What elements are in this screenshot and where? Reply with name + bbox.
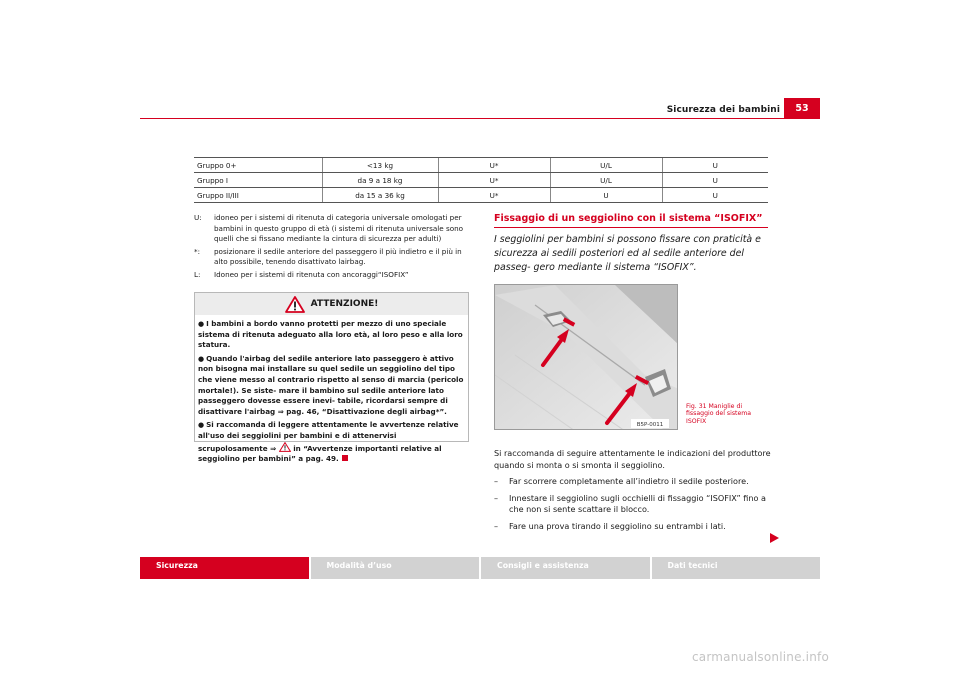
bullet-icon: ● [198,421,205,430]
legend-item [194,247,469,268]
warning-bullet [198,420,465,464]
list-item [494,521,774,533]
step-text: Innestare il seggiolino sugli occhielli di fissaggio “ISOFIX” fino a che non si sente scattare il blocco. [509,492,766,514]
footer-tab-sicurezza[interactable]: Sicurezza [140,557,309,579]
isofix-seat-illustration [495,285,678,430]
figure-code: B5P-0011 [636,422,664,428]
list-item [494,476,774,488]
watermark: carmanualsonline.info [692,650,829,664]
legend-item [194,270,469,281]
bullet-icon: ● [198,320,205,328]
instructions [494,448,774,532]
legend-item [194,213,469,245]
section-divider [494,227,768,228]
warning-bullet-text: I bambini a bordo vanno protetti per mezzo di uno speciale sistema di ritenuta adeguato alla loro età, al loro peso e alla loro statura. [198,319,463,350]
table-cell: <13 kg [322,158,438,173]
table-cell: U/L [550,158,662,173]
legend-key: U: [194,213,202,222]
warning-title: ATTENZIONE! [310,299,379,309]
table-cell: U [550,188,662,203]
table-cell: U* [438,158,550,173]
table-cell: U* [438,173,550,188]
end-of-section-icon [342,455,348,461]
table-row [194,173,768,188]
continue-arrow-icon[interactable] [769,533,779,543]
footer-tab-consigli-assistenza[interactable]: Consigli e assistenza [481,557,650,579]
legend-key: L: [194,269,201,279]
warning-triangle-icon [285,296,305,313]
warning-header [195,293,468,315]
table-row [194,188,768,203]
footer-tab-modalita-uso[interactable]: Modalità d’uso [311,557,480,579]
table-cell: U* [438,188,550,203]
warning-bullet-text: Quando l'airbag del sedile anteriore lato passeggero è attivo non bisogna mai installare su quel sedile un seggiolino del tipo che viene messo al contrario rispetto al senso di marcia (pericolo mortale!). Se siste- mare il bambino sul sedile anteriore lato passeggero dovesse essere inevi- tabile, ricordarsi sempre di disattivare l'airbag [198,353,464,416]
instruction-text: Si raccomanda di seguire attentamente le indicazioni del produttore quando si monta o si smonta il seggiolino. [494,448,771,470]
table-cell: U/L [550,173,662,188]
figure-caption: Fig. 31 Maniglie di fissaggio del sistema ISOFIX [686,403,752,425]
table-cell: U [662,188,768,203]
legend-text: Idoneo per i sistemi di ritenuta con ancoraggi“ISOFIX” [214,269,409,279]
page-header-title: Sicurezza dei bambini [666,105,780,115]
page-reference-link[interactable]: pag. 46, “Disattivazione degli airbag*”. [286,406,447,416]
table-cell: Gruppo II/III [194,188,322,203]
step-text: Fare una prova tirando il seggiolino su entrambi i lati. [509,520,726,531]
table-cell: da 9 a 18 kg [322,173,438,188]
warning-box [194,292,469,464]
table-row [194,158,768,173]
reference-arrow: ⇒ [270,443,277,453]
page-number: 53 [784,98,820,118]
section-intro: I seggiolini per bambini si possono fissare con praticità e sicurezza ai sedili posteriori ed al sedile anteriore del passeg- gero mediante il sistema “ISOFIX”. [494,234,761,273]
legend-text: idoneo per i sistemi di ritenuta di categoria universale omologati per bambini in questo gruppo di età (i sistemi di ritenuta universale sono quelli che si fissano mediante la cintura di sicurezza per adulti) [214,213,464,243]
step-text: Far scorrere completamente all’indietro il sedile posteriore. [509,476,749,486]
table-cell: U [662,158,768,173]
isofix-figure [494,284,678,430]
warning-bullet [198,354,465,418]
warning-body [195,315,468,465]
step-dash: – [494,520,499,531]
header-divider [140,118,820,119]
table-cell: U [662,173,768,188]
legend-text: posizionare il sedile anteriore del passeggero il più indietro e il più in alto possibile, tenendo disattivato lairbag. [214,246,462,266]
footer-tab-dati-tecnici[interactable]: Dati tecnici [652,557,821,579]
warning-bullet-text: Si raccomanda di leggere attentamente le avvertenze relative all'uso dei seggiolini per bambini e di attenervisi scrupolosamente [198,420,459,453]
table-cell: Gruppo I [194,173,322,188]
table-cell: da 15 a 36 kg [322,188,438,203]
table-legend [194,213,469,282]
legend-key: *: [194,246,201,256]
reference-arrow: ⇒ [277,406,284,416]
bullet-icon: ● [198,354,205,363]
list-item [494,493,774,516]
child-seat-group-table [194,157,768,203]
warning-triangle-icon [279,442,291,452]
step-dash: – [494,476,499,486]
page-reference-link[interactable]: in “Avvertenze importanti relative al seggiolino per bambini” a pag. 49. [198,443,442,464]
footer-nav [140,557,820,579]
table-cell: Gruppo 0+ [194,158,322,173]
section-heading: Fissaggio di un seggiolino con il sistema “ISOFIX” [494,213,763,224]
step-dash: – [494,492,499,503]
warning-bullet [198,319,465,351]
